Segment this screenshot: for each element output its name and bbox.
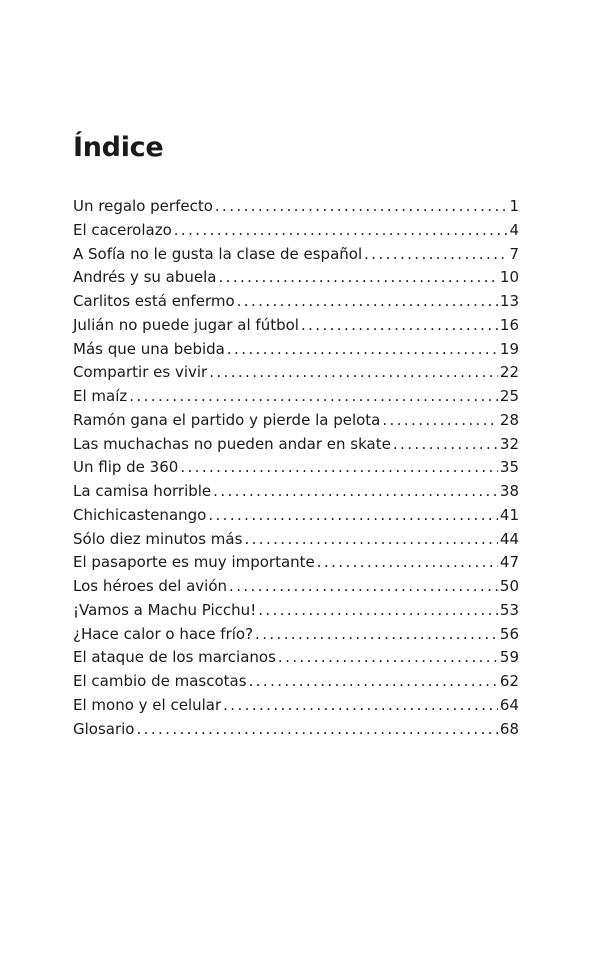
toc-entry-title: ¿Hace calor o hace frío? xyxy=(73,624,254,643)
toc-dot-leader xyxy=(208,504,498,528)
toc-dot-leader xyxy=(393,433,498,457)
toc-dot-leader xyxy=(258,599,498,623)
toc-dot-leader xyxy=(215,195,508,219)
toc-entry[interactable] xyxy=(73,718,519,742)
toc-page-number: 7 xyxy=(509,244,519,263)
toc-entry[interactable] xyxy=(73,504,519,528)
toc-entry[interactable] xyxy=(73,338,519,362)
toc-dot-leader xyxy=(223,694,498,718)
toc-page-number: 41 xyxy=(499,505,519,524)
toc-page-number: 38 xyxy=(499,482,519,500)
toc-page-number: 32 xyxy=(499,434,519,453)
toc-entry[interactable] xyxy=(73,480,519,504)
toc-dot-leader xyxy=(278,646,498,670)
toc-dot-leader xyxy=(317,551,498,575)
toc-page-number: 1 xyxy=(509,197,519,215)
toc-entry-title: La camisa horrible xyxy=(73,482,212,500)
toc-dot-leader xyxy=(209,361,498,385)
toc-dot-leader xyxy=(129,385,498,409)
toc-entry-title: Andrés y su abuela xyxy=(73,268,217,287)
toc-entry[interactable] xyxy=(73,433,519,457)
toc-page-number: 19 xyxy=(499,339,519,358)
toc-entry-title: El pasaporte es muy importante xyxy=(73,553,315,572)
toc-entry[interactable] xyxy=(73,575,519,599)
toc-entry[interactable] xyxy=(73,243,519,267)
toc-dot-leader xyxy=(218,266,497,290)
toc-dot-leader xyxy=(180,456,498,480)
toc-page-number: 28 xyxy=(499,410,519,429)
toc-page-number: 44 xyxy=(499,529,519,548)
toc-page-number: 35 xyxy=(499,458,519,477)
toc-entry-title: A Sofía no le gusta la clase de español xyxy=(73,244,363,263)
toc-entry[interactable] xyxy=(73,219,519,243)
toc-entry[interactable] xyxy=(73,290,519,314)
toc-entry-title: Un regalo perfecto xyxy=(73,197,213,215)
toc-entry-title: Un flip de 360 xyxy=(73,458,179,477)
page-title: Índice xyxy=(73,132,164,163)
toc-page-number: 64 xyxy=(499,695,519,714)
toc-dot-leader xyxy=(301,314,498,338)
toc-entry[interactable] xyxy=(73,385,519,409)
toc-entry[interactable] xyxy=(73,314,519,338)
toc-page-number: 53 xyxy=(499,600,519,619)
toc-entry-title: El mono y el celular xyxy=(73,695,222,714)
toc-page-number: 25 xyxy=(499,387,519,405)
toc-page-number: 10 xyxy=(499,268,519,287)
toc-page-number: 68 xyxy=(499,719,519,738)
toc-entry-title: Ramón gana el partido y pierde la pelota xyxy=(73,410,381,429)
toc-entry-title: ¡Vamos a Machu Picchu! xyxy=(73,600,257,619)
toc-entry-title: Más que una bebida xyxy=(73,339,225,358)
toc-dot-leader xyxy=(249,670,498,694)
toc-page-number: 22 xyxy=(499,363,519,382)
toc-page-number: 56 xyxy=(499,624,519,643)
toc-dot-leader xyxy=(227,338,498,362)
toc-entry-title: Julián no puede jugar al fútbol xyxy=(73,315,299,334)
toc-entry[interactable] xyxy=(73,623,519,647)
toc-page-number: 16 xyxy=(499,315,519,334)
toc-entry[interactable] xyxy=(73,694,519,718)
toc-entry[interactable] xyxy=(73,599,519,623)
toc-entry[interactable] xyxy=(73,551,519,575)
toc-dot-leader xyxy=(255,623,498,647)
toc-page-number: 13 xyxy=(499,292,519,310)
toc-dot-leader xyxy=(237,290,498,314)
toc-dot-leader xyxy=(229,575,498,599)
toc-entry[interactable] xyxy=(73,266,519,290)
toc-entry[interactable] xyxy=(73,528,519,552)
toc-page-number: 62 xyxy=(499,672,519,690)
toc-entry[interactable] xyxy=(73,195,519,219)
toc-dot-leader xyxy=(364,243,507,267)
toc-entry-title: Glosario xyxy=(73,719,135,738)
toc-entry-title: El ataque de los marcianos xyxy=(73,648,276,667)
toc-entry-title: El maíz xyxy=(73,387,128,405)
table-of-contents xyxy=(73,195,519,741)
toc-entry-title: Sólo diez minutos más xyxy=(73,529,243,548)
toc-page-number: 59 xyxy=(499,648,519,667)
toc-entry[interactable] xyxy=(73,646,519,670)
toc-dot-leader xyxy=(244,528,497,552)
toc-entry[interactable] xyxy=(73,456,519,480)
toc-entry-title: Las muchachas no pueden andar en skate xyxy=(73,434,391,453)
toc-entry[interactable] xyxy=(73,409,519,433)
toc-page-number: 4 xyxy=(509,220,519,239)
toc-entry-title: El cacerolazo xyxy=(73,220,172,239)
toc-entry[interactable] xyxy=(73,670,519,694)
toc-entry-title: Compartir es vivir xyxy=(73,363,208,382)
toc-page-number: 50 xyxy=(499,577,519,595)
toc-entry-title: Chichicastenango xyxy=(73,505,207,524)
toc-dot-leader xyxy=(137,718,498,742)
toc-entry-title: Los héroes del avión xyxy=(73,577,228,595)
toc-dot-leader xyxy=(213,480,498,504)
toc-dot-leader xyxy=(174,219,508,243)
toc-entry[interactable] xyxy=(73,361,519,385)
toc-page-number: 47 xyxy=(499,553,519,572)
toc-dot-leader xyxy=(382,409,498,433)
toc-entry-title: El cambio de mascotas xyxy=(73,672,247,690)
toc-entry-title: Carlitos está enfermo xyxy=(73,292,235,310)
